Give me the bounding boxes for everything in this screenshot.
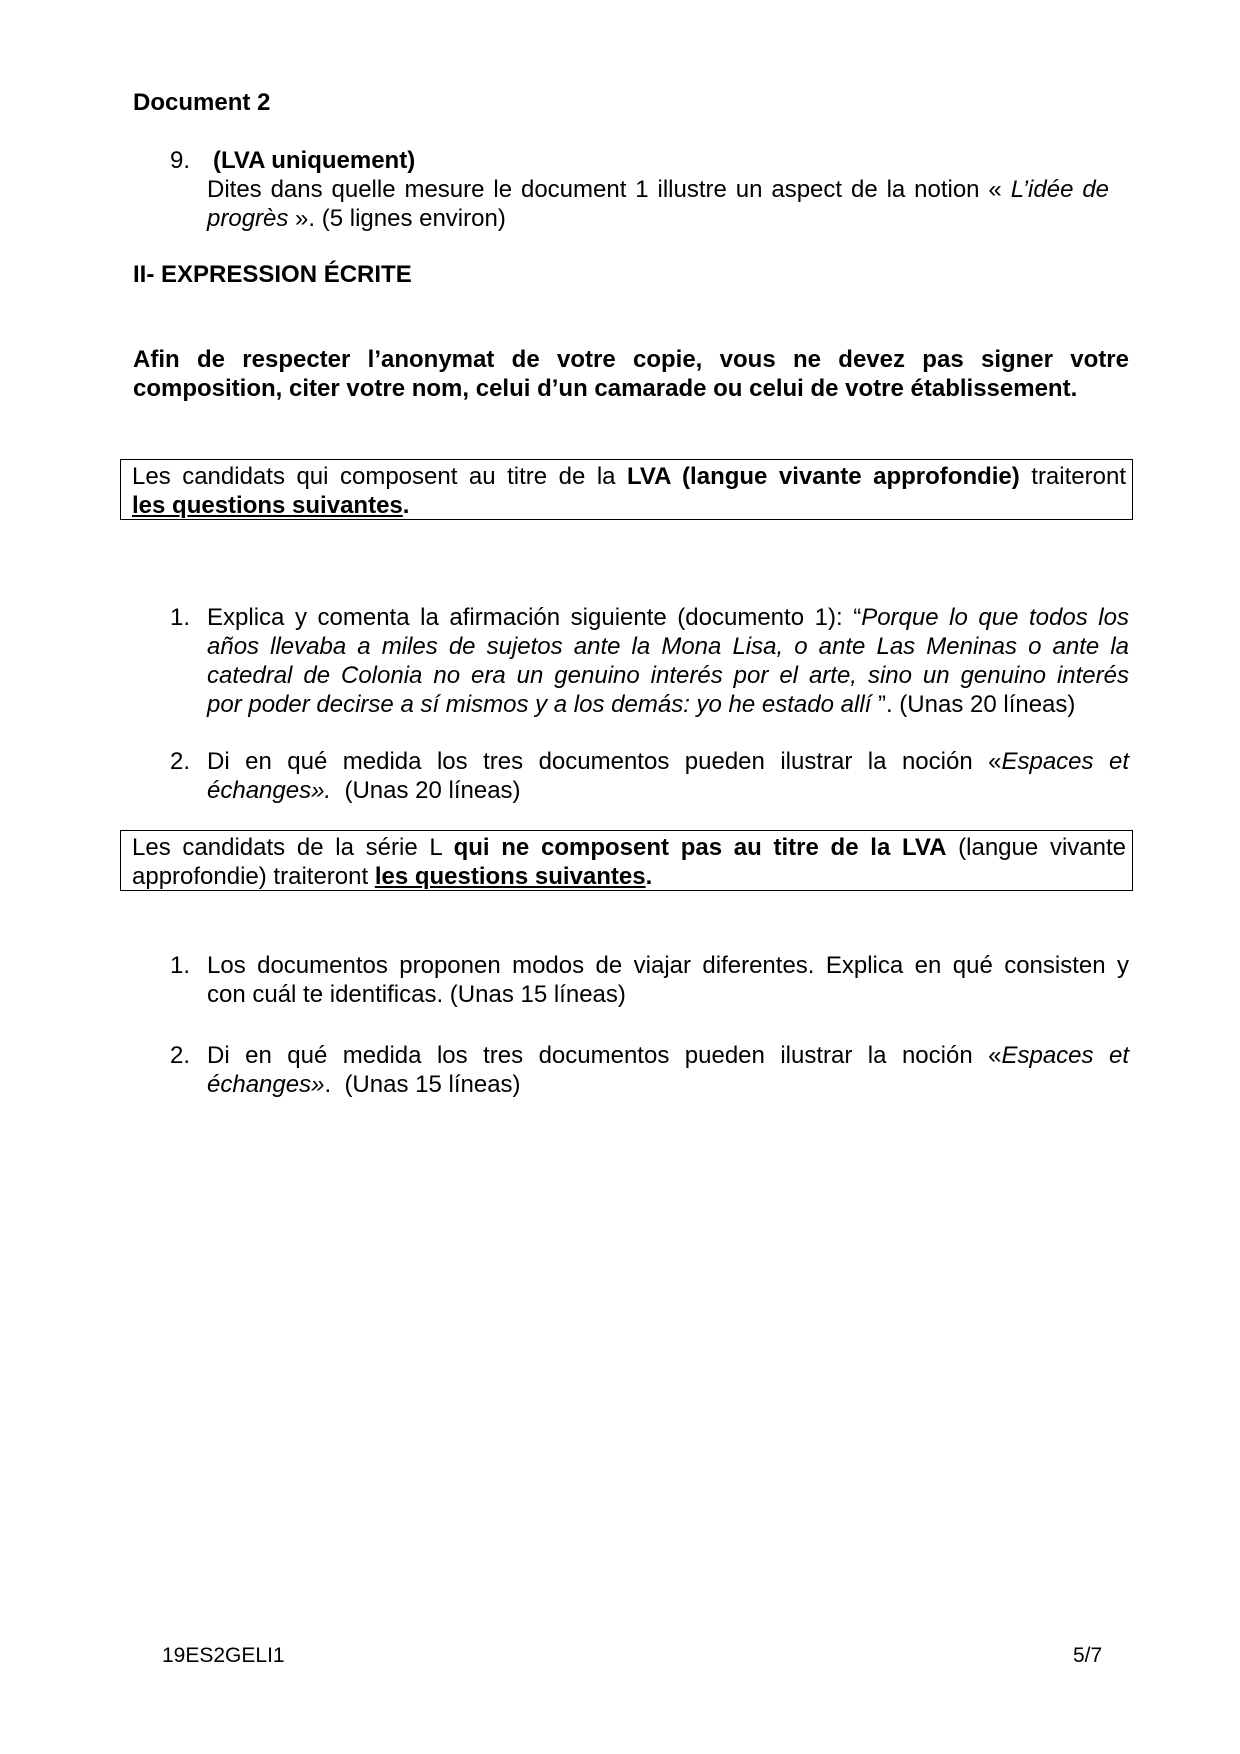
question-title: (LVA uniquement): [213, 147, 416, 174]
page-number: 5/7: [1073, 1644, 1103, 1667]
question-text-line: catedral de Colonia no era un genuino interés por el arte, sino un genuino interés: [207, 662, 1129, 689]
section-title: II- EXPRESSION ÉCRITE: [133, 261, 412, 288]
question-number: 1.: [170, 604, 191, 631]
question-text-line: Dites dans quelle mesure le document 1 illustre un aspect de la notion « L’idée de: [207, 176, 1110, 203]
question-text-line: por poder decirse a sí mismos y a los demás: yo he estado allí ”. (Unas 20 líneas): [207, 691, 1076, 718]
instruction-box-serie-l: [120, 830, 1133, 891]
question-number: 2.: [170, 1042, 191, 1069]
question-text-line: Di en qué medida los tres documentos pueden ilustrar la noción «Espaces et: [207, 748, 1129, 775]
question-text-line: con cuál te identificas. (Unas 15 líneas): [207, 981, 626, 1008]
question-text-line: Di en qué medida los tres documentos pueden ilustrar la noción «Espaces et: [207, 1042, 1129, 1069]
question-text-line: años llevaba a miles de sujetos ante la Mona Lisa, o ante Las Meninas o ante la: [207, 633, 1129, 660]
question-text-line: Los documentos proponen modos de viajar diferentes. Explica en qué consisten y: [207, 952, 1129, 979]
question-text-line: échanges». (Unas 15 líneas): [207, 1071, 521, 1098]
question-text-line: échanges». (Unas 20 líneas): [207, 777, 521, 804]
instruction-box-line: les questions suivantes.: [132, 492, 410, 519]
document-heading: Document 2: [133, 89, 271, 116]
question-number: 2.: [170, 748, 191, 775]
question-number: 1.: [170, 952, 191, 979]
question-number: 9.: [170, 147, 191, 174]
footer-code: 19ES2GELI1: [162, 1644, 285, 1667]
question-text-line: progrès ». (5 lignes environ): [207, 205, 506, 232]
question-text-line: Explica y comenta la afirmación siguiente (documento 1): “Porque lo que todos los: [207, 604, 1129, 631]
instruction-box-lva: [120, 459, 1133, 520]
anonymat-notice-line: composition, citer votre nom, celui d’un camarade ou celui de votre établissement.: [133, 375, 1078, 402]
anonymat-notice-line: Afin de respecter l’anonymat de votre copie, vous ne devez pas signer votre: [133, 346, 1129, 373]
instruction-box-line: approfondie) traiteront les questions suivantes.: [132, 863, 653, 890]
instruction-box-line: Les candidats de la série L qui ne composent pas au titre de la LVA (langue vivante: [132, 834, 1126, 861]
instruction-box-line: Les candidats qui composent au titre de la LVA (langue vivante approfondie) traiteront: [132, 463, 1126, 490]
